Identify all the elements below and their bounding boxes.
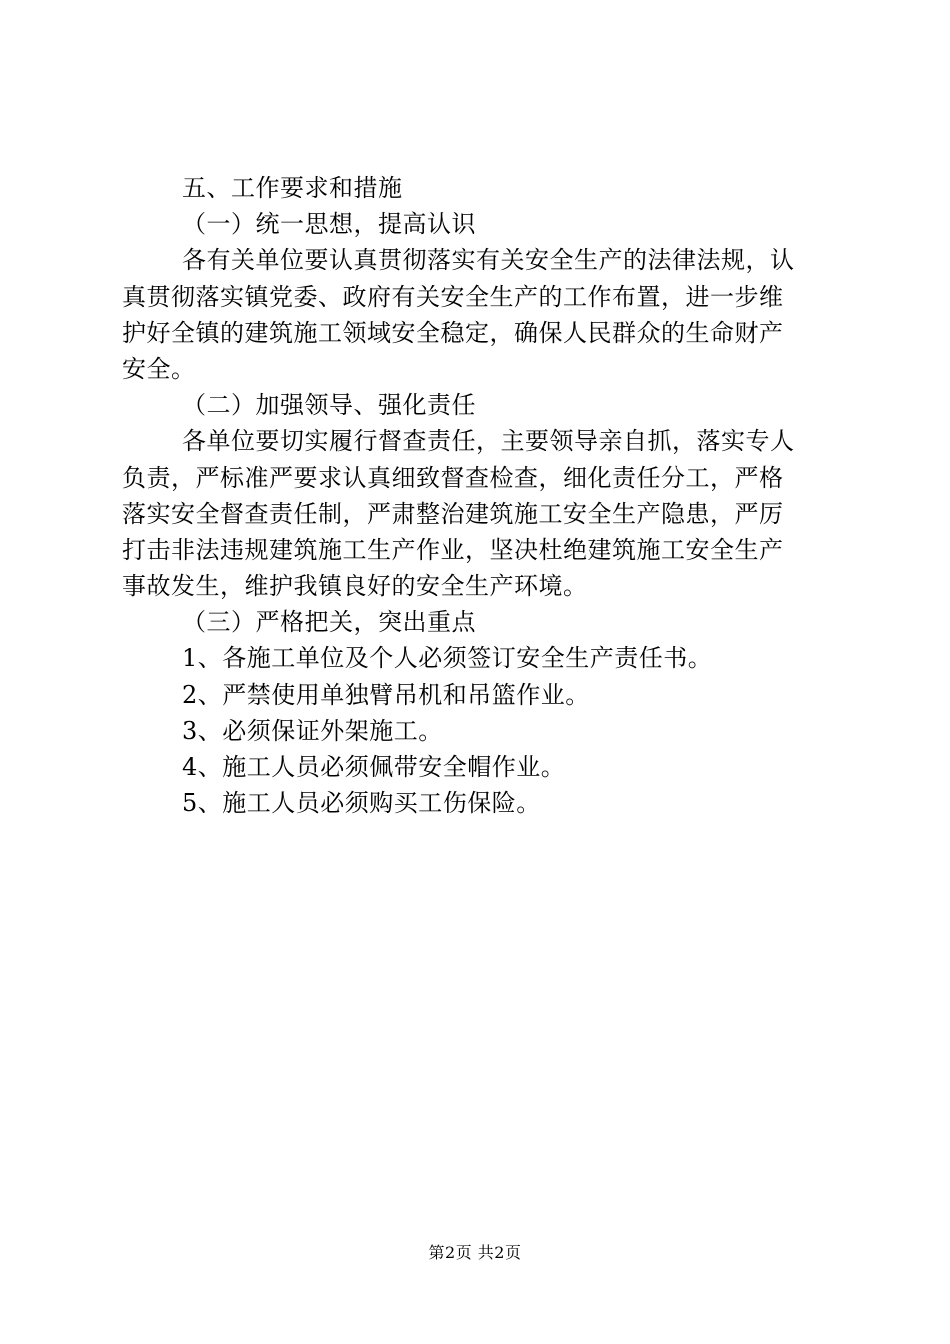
paragraph-line: 安全。 (122, 354, 196, 383)
paragraph-line: 事故发生，维护我镇良好的安全生产环境。 (122, 572, 588, 601)
list-item: 5、施工人员必须购买工伤保险。 (182, 789, 541, 818)
page-footer (0, 1243, 950, 1263)
list-item: 4、施工人员必须佩带安全帽作业。 (182, 753, 566, 781)
paragraph-line: 打击非法违规建筑施工生产作业，坚决杜绝建筑施工安全生产 (122, 535, 784, 564)
document-body (122, 170, 842, 821)
subsection-title: （一）统一思想，提高认识 (182, 210, 476, 239)
paragraph-line: 落实安全督查责任制，严肃整治建筑施工安全生产隐患，严厉 (122, 499, 784, 528)
paragraph-line: 负责，严标准严要求认真细致督查检查，细化责任分工，严格 (122, 463, 784, 492)
page-number: 第2页 共2页 (428, 1243, 522, 1262)
list-item: 3、必须保证外架施工。 (182, 716, 443, 745)
paragraph-line: 真贯彻落实镇党委、政府有关安全生产的工作布置，进一步维 (122, 282, 784, 311)
paragraph-line: 各单位要切实履行督查责任，主要领导亲自抓，落实专人 (182, 427, 795, 456)
section-heading: 五、工作要求和措施 (182, 174, 403, 202)
paragraph-line: 护好全镇的建筑施工领域安全稳定，确保人民群众的生命财产 (122, 318, 784, 347)
list-item: 1、各施工单位及个人必须签订安全生产责任书。 (182, 644, 713, 673)
subsection-title: （三）严格把关，突出重点 (182, 608, 476, 637)
subsection-title: （二）加强领导、强化责任 (182, 391, 476, 420)
paragraph-line: 各有关单位要认真贯彻落实有关安全生产的法律法规，认 (182, 246, 795, 275)
list-item: 2、严禁使用单独臂吊机和吊篮作业。 (182, 680, 590, 709)
